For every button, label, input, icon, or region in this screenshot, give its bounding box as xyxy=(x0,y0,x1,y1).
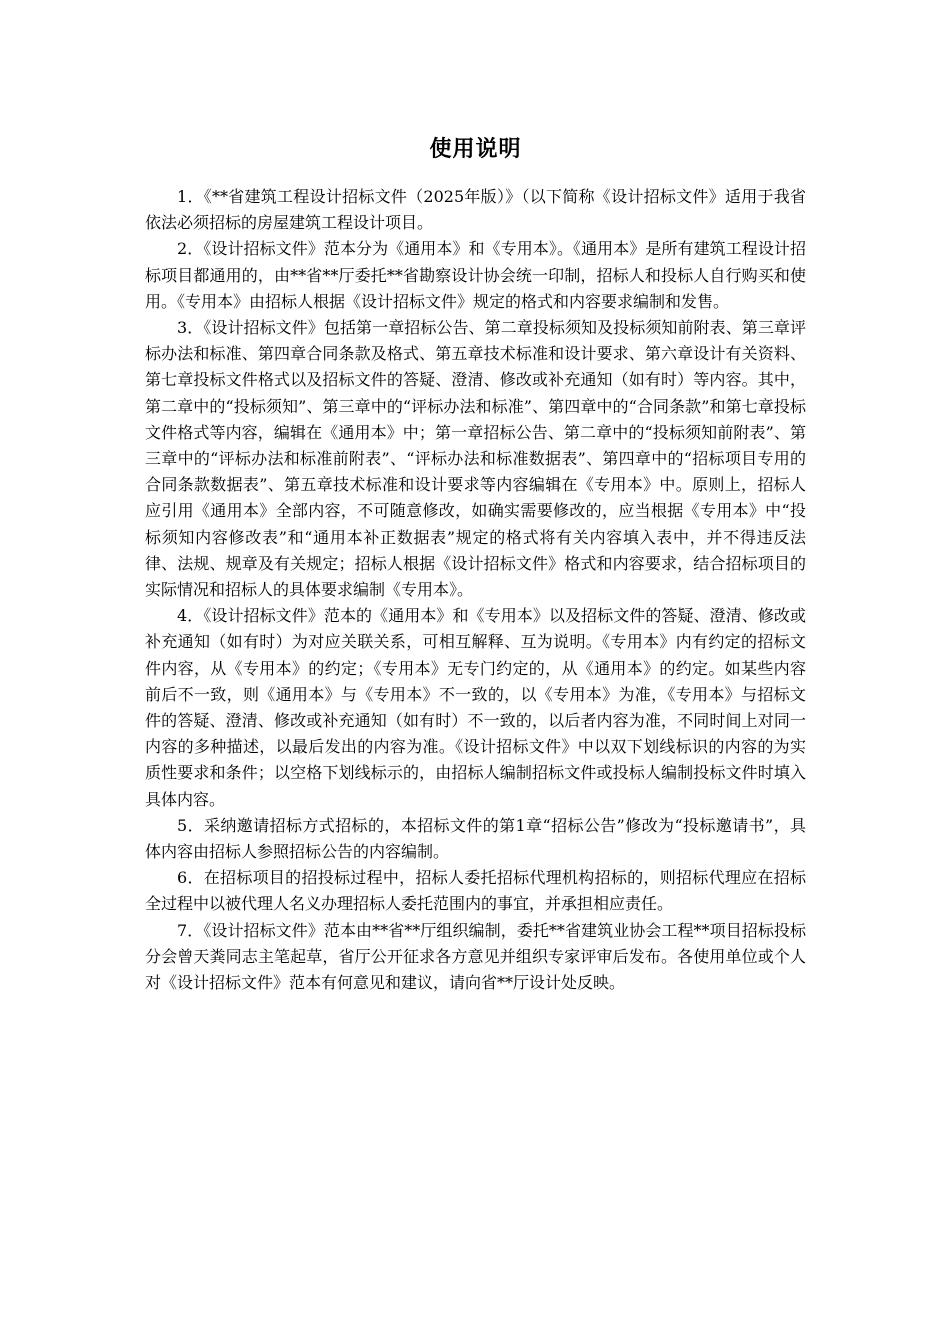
document-page xyxy=(145,134,806,996)
paragraph-4: 4．《设计招标文件》范本的《通用本》和《专用本》以及招标文件的答疑、澄清、修改或补充通知（如有时）为对应关联关系，可相互解释、互为说明。《专用本》内有约定的招标文件内容，从《专用本》的约定；《专用本》无专门约定的，从《通用本》的约定。如某些内容前后不一致，则《通用本》与《专用本》不一致的，以《专用本》为准，《专用本》与招标文件的答疑、澄清、修改或补充通知（如有时）不一致的，以后者内容为准，不同时间上对同一内容的多种描述，以最后发出的内容为准。《设计招标文件》中以双下划线标识的内容的为实质性要求和条件；以空格下划线标示的，由招标人编制招标文件或投标人编制投标文件时填入具体内容。 xyxy=(145,606,806,809)
paragraph-2: 2．《设计招标文件》范本分为《通用本》和《专用本》。《通用本》是所有建筑工程设计招标项目都通用的，由**省**厅委托**省勘察设计协会统一印制，招标人和投标人自行购买和使用。《专用本》由招标人根据《设计招标文件》规定的格式和内容要求编制和发售。 xyxy=(145,239,806,311)
paragraph-5: 5．采纳邀请招标方式招标的，本招标文件的第1章“招标公告”修改为“投标邀请书”，具体内容由招标人参照招标公告的内容编制。 xyxy=(145,815,806,862)
paragraph-7: 7．《设计招标文件》范本由**省**厅组织编制，委托**省建筑业协会工程**项目招标投标分会曾天粪同志主笔起草，省厅公开征求各方意见并组织专家评审后发布。各使用单位或个人对《设计招标文件》范本有何意见和建议，请向省**厅设计处反映。 xyxy=(145,920,806,993)
page-title: 使用说明 xyxy=(429,137,522,162)
paragraph-1: 1．《**省建筑工程设计招标文件（2025年版）》（以下简称《设计招标文件》适用于我省依法必须招标的房屋建筑工程设计项目。 xyxy=(145,187,806,233)
paragraph-3: 3．《设计招标文件》包括第一章招标公告、第二章投标须知及投标须知前附表、第三章评标办法和标准、第四章合同条款及格式、第五章技术标准和设计要求、第六章设计有关资料、第七章投标文件格式以及招标文件的答疑、澄清、修改或补充通知（如有时）等内容。其中，第二章中的“投标须知”、第三章中的“评标办法和标准”、第四章中的“合同条款”和第七章投标文件格式等内容，编辑在《通用本》中；第一章招标公告、第二章中的“投标须知前附表”、第三章中的“评标办法和标准前附表”、“评标办法和标准数据表”、第四章中的“招标项目专用的合同条款数据表”、第五章技术标准和设计要求等内容编辑在《专用本》中。原则上，招标人应引用《通用本》全部内容，不可随意修改，如确实需要修改的，应当根据《专用本》中“投标须知内容修改表”和“通用本补正数据表”规定的格式将有关内容填入表中，并不得违反法律、法规、规章及有关规定；招标人根据《设计招标文件》格式和内容要求，结合招标项目的实际情况和招标人的具体要求编制《专用本》。 xyxy=(145,318,806,600)
paragraph-6: 6．在招标项目的招投标过程中，招标人委托招标代理机构招标的，则招标代理应在招标全过程中以被代理人名义办理招标人委托范围内的事宜，并承担相应责任。 xyxy=(145,868,806,914)
